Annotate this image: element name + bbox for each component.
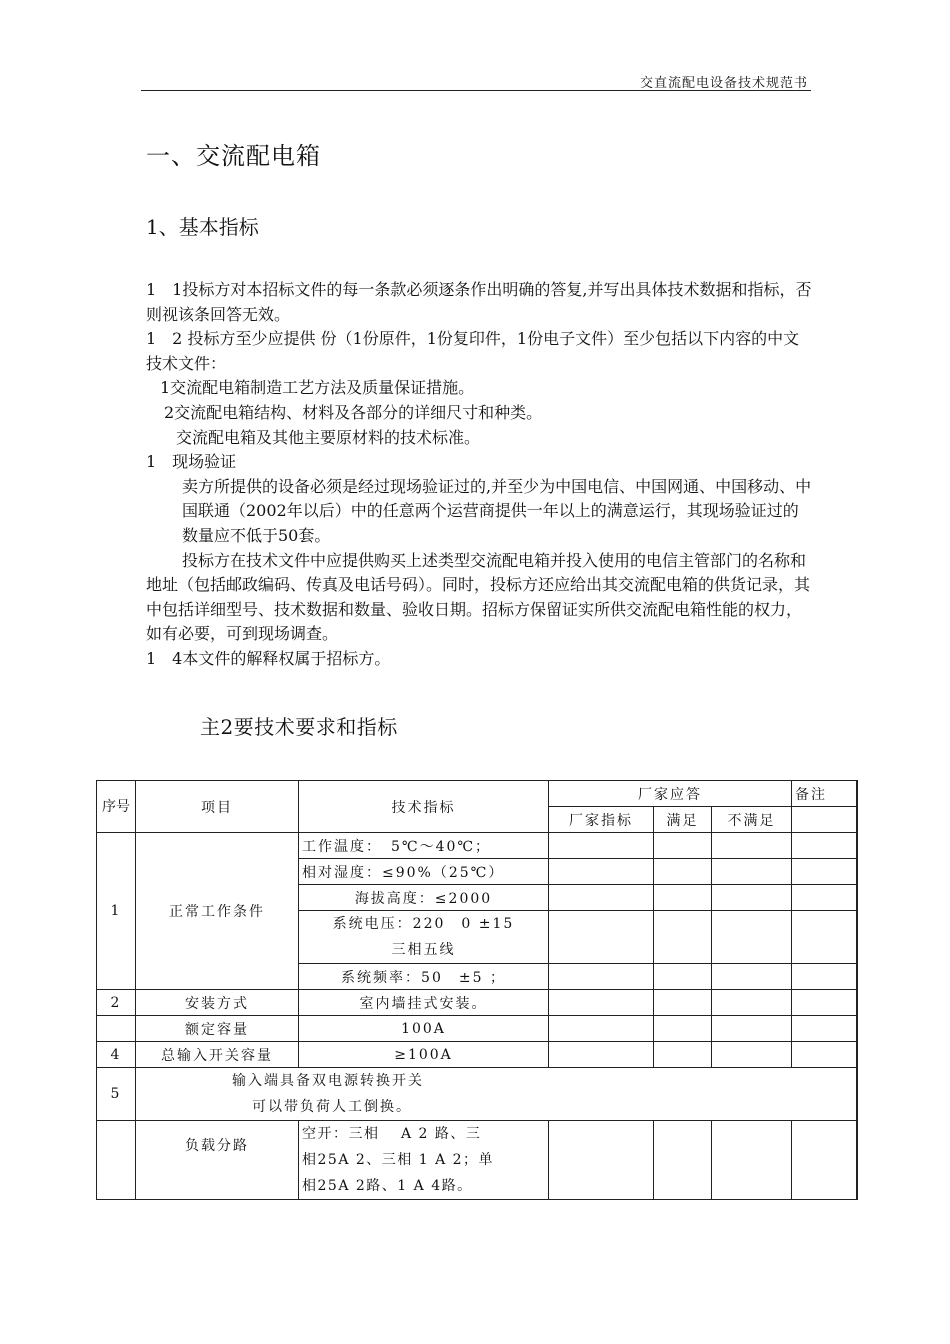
row-seq: 4 — [97, 1042, 136, 1068]
table-cell — [792, 964, 857, 990]
row-spec: 工作温度： 5℃～40℃； — [299, 833, 549, 859]
row-merged-spec — [136, 1068, 857, 1121]
row-spec — [299, 911, 549, 964]
table-cell — [712, 1016, 792, 1042]
table-cell — [654, 964, 712, 990]
table-cell — [654, 990, 712, 1016]
list-item: 1交流配电箱制造工艺方法及质量保证措施。 — [160, 378, 475, 398]
paragraph: 1 4本文件的解释权属于招标方。 — [146, 648, 391, 668]
header-vendor-spec: 厂家指标 — [549, 807, 654, 833]
list-item: 2交流配电箱结构、材料及各部分的详细尺寸和种类。 — [164, 402, 543, 422]
paragraph-text: 投标方在技术文件中应提供购买上述类型交流配电箱并投入使用的电信主管部门的名称和地址（包括邮政编码、传真及电话号码）。同时，投标方还应给出其交流配电箱的供货记录，其中包括详细型号、技术数据和数量、验收日期。招标方保留证实所供交流配电箱性能的权力，如有必要，可到现场调查。 — [146, 550, 811, 644]
header-item: 项目 — [136, 781, 299, 833]
spec-line: 系统电压：220 0 ±15 — [332, 916, 515, 932]
header-remark: 备注 — [792, 781, 857, 807]
table-title: 主2要技术要求和指标 — [200, 715, 398, 739]
table-cell — [549, 990, 654, 1016]
row-seq: 2 — [97, 990, 136, 1016]
header-spec: 技术指标 — [299, 781, 549, 833]
table-cell — [549, 964, 654, 990]
row-item: 安装方式 — [136, 990, 299, 1016]
table-cell — [549, 911, 654, 964]
spec-line: 输入端具备双电源转换开关 — [232, 1073, 424, 1089]
row-spec: 海拔高度：≤2000 — [299, 885, 549, 911]
spec-line: 空开：三相 A 2 路、三 — [302, 1126, 482, 1142]
table-cell — [654, 1016, 712, 1042]
row-seq: 1 — [97, 833, 136, 990]
list-item: 交流配电箱及其他主要原材料的技术标准。 — [176, 427, 481, 447]
header-rule — [141, 90, 811, 91]
table-cell — [549, 885, 654, 911]
row-spec: 系统频率：50 ±5 ； — [299, 964, 549, 990]
body-text — [146, 278, 814, 672]
row-seq — [97, 1121, 136, 1200]
spec-line: 相25A 2路、1 A 4路。 — [302, 1178, 473, 1194]
table-cell — [549, 859, 654, 885]
header-vendor: 厂家应答 — [549, 781, 792, 807]
table-cell — [792, 859, 857, 885]
spec-line: 相25A 2、三相 1 A 2；单 — [302, 1152, 495, 1168]
row-spec: 100A — [299, 1016, 549, 1042]
spec-line: 三相五线 — [391, 942, 456, 958]
spec-table — [96, 780, 858, 1200]
table-cell — [654, 1121, 712, 1200]
spec-line: 可以带负荷人工倒换。 — [252, 1099, 412, 1115]
table-cell — [792, 1042, 857, 1068]
table-cell — [712, 964, 792, 990]
row-spec: 相对湿度：≤90%（25℃） — [299, 859, 549, 885]
header-title: 交直流配电设备技术规范书 — [639, 76, 808, 91]
row-spec: ≥100A — [299, 1042, 549, 1068]
table-cell — [712, 1042, 792, 1068]
row-seq — [97, 1016, 136, 1042]
table-cell — [712, 859, 792, 885]
table-cell — [712, 833, 792, 859]
row-item: 总输入开关容量 — [136, 1042, 299, 1068]
row-seq: 5 — [97, 1068, 136, 1121]
table-cell — [792, 807, 857, 833]
paragraph: 1 现场验证 — [146, 452, 237, 472]
section-title: 一、交流配电箱 — [146, 142, 321, 170]
header-seq: 序号 — [97, 781, 136, 833]
table-cell — [792, 833, 857, 859]
table-cell — [792, 885, 857, 911]
table-cell — [654, 859, 712, 885]
table-cell — [712, 911, 792, 964]
table-cell — [792, 1121, 857, 1200]
table-cell — [549, 1121, 654, 1200]
header-not-satisfy: 不满足 — [712, 807, 792, 833]
table-cell — [549, 833, 654, 859]
subsection-title: 1、基本指标 — [146, 215, 259, 239]
table-cell — [792, 990, 857, 1016]
paragraph-text: 卖方所提供的设备必须是经过现场验证过的,并至少为中国电信、中国网通、中国移动、中国联通（2002年以后）中的任意两个运营商提供一年以上的满意运行，其现场验证过的数量应不低于50套。 — [182, 476, 812, 545]
row-spec: 室内墙挂式安装。 — [299, 990, 549, 1016]
table-cell — [654, 1042, 712, 1068]
paragraph: 1 2 投标方至少应提供 份（1份原件，1份复印件，1份电子文件）至少包括以下内容的中文技术文件： — [146, 329, 800, 373]
table-cell — [549, 1042, 654, 1068]
table-cell — [549, 1016, 654, 1042]
table-cell — [712, 990, 792, 1016]
row-item: 额定容量 — [136, 1016, 299, 1042]
table-cell — [654, 833, 712, 859]
paragraph — [146, 549, 814, 647]
table-cell — [654, 911, 712, 964]
table-cell — [712, 1121, 792, 1200]
row-item: 负载分路 — [136, 1121, 299, 1200]
row-spec — [299, 1121, 549, 1200]
table-cell — [792, 911, 857, 964]
header-satisfy: 满足 — [654, 807, 712, 833]
row-item: 正常工作条件 — [136, 833, 299, 990]
paragraph — [146, 475, 814, 549]
table-cell — [792, 1016, 857, 1042]
table-cell — [654, 885, 712, 911]
paragraph: 1 1投标方对本招标文件的每一条款必须逐条作出明确的答复,并写出具体技术数据和指标，否则视该条回答无效。 — [146, 280, 812, 324]
table-cell — [712, 885, 792, 911]
